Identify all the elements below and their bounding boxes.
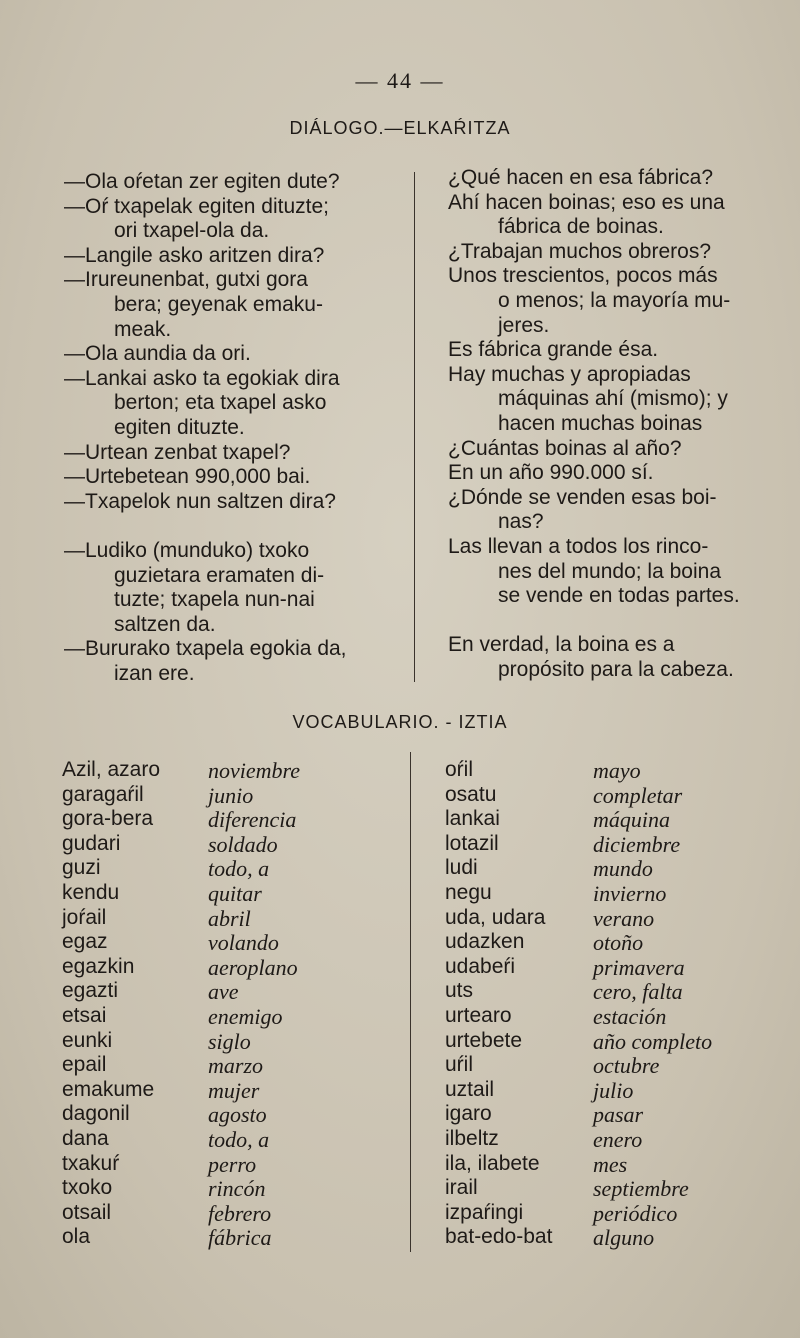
vocab-entry: [62, 1201, 392, 1226]
dialog-line-text: —Lankai asko ta egokiak dira: [64, 366, 340, 390]
vocab-entry: [62, 832, 392, 857]
vocab-basque-word: kendu: [62, 880, 120, 904]
vocab-entry: [62, 807, 392, 832]
vocab-spanish-translation: otoño: [593, 930, 644, 956]
vocab-spanish-translation: junio: [208, 782, 254, 808]
vocab-basque-word: egazkin: [62, 954, 135, 978]
dialog-line: [448, 461, 788, 486]
page-number: — 44 —: [355, 68, 445, 93]
dialog-line-text: ¿Qué hacen en esa fábrica?: [448, 166, 714, 189]
vocab-entry: [62, 979, 392, 1004]
vocab-spanish-translation: abril: [208, 905, 251, 931]
vocab-spanish-translation: máquina: [593, 807, 670, 833]
dialog-line-text: fábrica de boinas.: [498, 215, 664, 239]
dialog-line: [64, 244, 404, 269]
dialog-line-text: nas?: [498, 510, 544, 534]
vocab-entry: [62, 758, 392, 783]
vocab-entry: [62, 1053, 392, 1078]
dialog-line: [448, 240, 788, 265]
vocab-basque-word: etsai: [62, 1003, 107, 1027]
dialog-line-text: Hay muchas y apropiadas: [448, 362, 691, 386]
vocab-spanish-translation: mayo: [593, 758, 641, 783]
dialog-column-divider: [414, 172, 415, 682]
vocab-basque-word: lotazil: [445, 831, 499, 855]
dialog-line: [64, 490, 404, 515]
vocab-spanish-translation: noviembre: [208, 758, 301, 783]
dialog-line: [448, 633, 788, 682]
vocab-basque-word: gudari: [62, 831, 121, 855]
dialog-line: [448, 535, 788, 609]
vocab-entry: [62, 856, 392, 881]
vocab-entry: [62, 1127, 392, 1152]
dialog-line: [64, 195, 404, 244]
dialog-line: [64, 441, 404, 466]
vocab-basque-word: uztail: [445, 1077, 495, 1101]
vocab-basque-word: udabeŕi: [445, 954, 516, 978]
vocab-basque-word: otsail: [62, 1200, 112, 1224]
vocab-entry: [445, 1201, 775, 1226]
vocab-entry: [62, 1225, 392, 1250]
vocab-basque-word: txoko: [62, 1176, 113, 1200]
vocab-basque-word: ola: [62, 1225, 91, 1249]
dialog-line-text: —Oŕ txapelak egiten dituzte;: [64, 194, 329, 218]
dialog-line-text: saltzen da.: [114, 612, 216, 636]
vocab-entry: [62, 1078, 392, 1103]
vocab-basque-word: uda, udara: [445, 905, 546, 929]
vocab-entry: [445, 1004, 775, 1029]
vocab-spanish-translation: primavera: [593, 954, 685, 980]
dialog-line-text: Las llevan a todos los rinco-: [448, 534, 709, 558]
vocab-basque-word: dana: [62, 1126, 109, 1150]
vocab-entry: [62, 906, 392, 931]
vocab-entry: [445, 1102, 775, 1127]
vocab-entry: [62, 1102, 392, 1127]
vocab-spanish-translation: perro: [208, 1151, 257, 1177]
vocab-entry: [445, 930, 775, 955]
dialog-line-text: máquinas ahí (mismo); y: [498, 387, 728, 411]
vocab-entry: [445, 881, 775, 906]
vocab-entry: [62, 930, 392, 955]
vocab-spanish-translation: enemigo: [208, 1003, 283, 1029]
vocab-entry: [445, 906, 775, 931]
dialog-line: [64, 170, 404, 195]
vocab-basque-word: ludi: [445, 856, 478, 880]
dialog-line-text: ¿Cuántas boinas al año?: [448, 436, 682, 460]
vocab-basque-word: dagonil: [62, 1102, 130, 1126]
dialog-spacer: [448, 609, 788, 634]
vocab-entry: [445, 783, 775, 808]
dialog-line-text: tuzte; txapela nun-nai: [114, 588, 315, 612]
vocab-spanish-translation: soldado: [208, 831, 278, 857]
vocab-entry: [62, 1004, 392, 1029]
vocab-spanish-translation: mujer: [208, 1077, 260, 1103]
dialog-line-text: o menos; la mayoría mu-: [498, 288, 731, 312]
vocab-spanish-translation: invierno: [593, 880, 667, 906]
dialog-line: [64, 268, 404, 342]
vocab-basque-word: ila, ilabete: [445, 1151, 540, 1175]
dialog-line-text: meak.: [114, 317, 172, 341]
vocab-entry: [445, 807, 775, 832]
vocab-spanish-translation: septiembre: [593, 1176, 689, 1202]
dialog-line-text: ¿Dónde se venden esas boi-: [448, 485, 717, 509]
vocab-entry: [445, 955, 775, 980]
vocab-entry: [445, 979, 775, 1004]
dialog-line-text: —Urtean zenbat txapel?: [64, 440, 291, 464]
vocab-basque-word: Azil, azaro: [62, 758, 161, 781]
vocab-spanish-translation: aeroplano: [208, 954, 298, 980]
vocab-spanish-translation: mundo: [593, 856, 653, 882]
vocab-spanish-translation: todo, a: [208, 856, 270, 882]
dialog-line-text: guzietara eramaten di-: [114, 563, 325, 587]
vocab-basque-word: izpaŕingi: [445, 1200, 524, 1224]
dialog-line-text: En verdad, la boina es a: [448, 633, 675, 657]
vocab-entry: [62, 1176, 392, 1201]
dialog-line-text: bera; geyenak emaku-: [114, 292, 323, 316]
vocab-basque-word: osatu: [445, 782, 497, 806]
vocab-basque-word: egaz: [62, 930, 108, 954]
vocab-basque-word: emakume: [62, 1077, 155, 1101]
dialog-line-text: ori txapel-ola da.: [114, 219, 270, 243]
dialog-line-text: Ahí hacen boinas; eso es una: [448, 190, 725, 214]
vocab-basque-word: guzi: [62, 856, 101, 880]
vocab-entry: [445, 1127, 775, 1152]
vocab-entry: [445, 1029, 775, 1054]
vocab-basque-word: txakuŕ: [62, 1151, 120, 1175]
vocab-spanish-translation: quitar: [208, 880, 262, 906]
vocab-spanish-translation: periódico: [593, 1200, 678, 1226]
vocab-spanish-translation: octubre: [593, 1053, 660, 1079]
vocab-basque-word: urtearo: [445, 1003, 512, 1027]
vocab-spanish-translation: diferencia: [208, 807, 297, 833]
vocab-basque-word: bat-edo-bat: [445, 1225, 553, 1249]
dialog-line-text: se vende en todas partes.: [498, 584, 740, 608]
vocab-entry: [62, 1029, 392, 1054]
vocab-basque-word: igaro: [445, 1102, 492, 1126]
vocab-basque-word: uts: [445, 979, 474, 1003]
dialog-line: [448, 191, 788, 240]
dialog-line-text: izan ere.: [114, 661, 195, 685]
vocab-basque-word: oŕil: [445, 758, 474, 781]
vocab-entry: [445, 1152, 775, 1177]
vocab-basque-word: gora-bera: [62, 807, 154, 831]
dialog-line-text: Unos trescientos, pocos más: [448, 264, 718, 288]
vocab-basque-word: udazken: [445, 930, 525, 954]
vocab-basque-word: negu: [445, 880, 492, 904]
vocab-entry: [445, 832, 775, 857]
vocab-basque-word: urtebete: [445, 1028, 523, 1052]
dialog-line: [448, 363, 788, 437]
dialog-line-text: —Ola aundia da ori.: [64, 342, 251, 366]
vocab-entry: [445, 1176, 775, 1201]
vocab-basque-word: irail: [445, 1176, 478, 1200]
dialog-line: [448, 338, 788, 363]
vocab-spanish-translation: estación: [593, 1003, 667, 1029]
dialog-basque-column: [64, 170, 404, 686]
vocab-spanish-translation: año completo: [593, 1028, 713, 1054]
vocab-spanish-translation: marzo: [208, 1053, 264, 1079]
vocab-entry: [445, 856, 775, 881]
vocab-entry: [62, 955, 392, 980]
dialog-line-text: —Txapelok nun saltzen dira?: [64, 489, 336, 513]
vocab-entry: [62, 783, 392, 808]
dialog-line-text: egiten dituzte.: [114, 415, 245, 439]
vocab-entry: [445, 1078, 775, 1103]
vocab-right-column: [445, 758, 775, 1250]
vocab-basque-word: egazti: [62, 979, 119, 1003]
dialog-line-text: ¿Trabajan muchos obreros?: [448, 239, 712, 263]
vocab-spanish-translation: ave: [208, 979, 239, 1005]
vocab-basque-word: joŕail: [62, 905, 107, 929]
dialog-line-text: berton; eta txapel asko: [114, 391, 327, 415]
vocab-entry: [445, 1225, 775, 1250]
vocab-spanish-translation: siglo: [208, 1028, 251, 1054]
dialog-line: [64, 637, 404, 686]
dialog-title: DIÁLOGO.—ELKAŔITZA: [289, 118, 511, 138]
vocab-basque-word: uŕil: [445, 1053, 474, 1077]
vocab-spanish-translation: todo, a: [208, 1126, 270, 1152]
vocab-basque-word: epail: [62, 1053, 107, 1077]
vocab-basque-word: garagaŕil: [62, 782, 144, 806]
vocab-entry: [62, 881, 392, 906]
vocab-spanish-translation: volando: [208, 930, 279, 956]
vocab-basque-word: eunki: [62, 1028, 113, 1052]
dialog-line-text: —Bururako txapela egokia da,: [64, 637, 347, 661]
dialog-line-text: propósito para la cabeza.: [498, 657, 734, 681]
vocab-spanish-translation: agosto: [208, 1102, 267, 1128]
vocab-column-divider: [410, 752, 411, 1252]
vocab-title: VOCABULARIO. - IZTIA: [292, 712, 508, 732]
vocab-left-column: [62, 758, 392, 1250]
dialog-line-text: —Irureunenbat, gutxi gora: [64, 268, 308, 292]
dialog-line: [64, 367, 404, 441]
dialog-line-text: jeres.: [498, 313, 550, 337]
dialog-line: [64, 465, 404, 490]
dialog-line-text: —Urtebetean 990,000 bai.: [64, 465, 311, 489]
dialog-line: [448, 166, 788, 191]
vocab-entry: [62, 1152, 392, 1177]
dialog-line-text: Es fábrica grande ésa.: [448, 338, 659, 362]
dialog-line: [64, 342, 404, 367]
dialog-line-text: nes del mundo; la boina: [498, 559, 721, 583]
vocab-entry: [445, 1053, 775, 1078]
vocab-entry: [445, 758, 775, 783]
dialog-spanish-column: [448, 166, 788, 682]
dialog-line-text: —Ola oŕetan zer egiten dute?: [64, 170, 340, 193]
vocab-spanish-translation: julio: [593, 1077, 634, 1103]
vocab-spanish-translation: diciembre: [593, 831, 681, 857]
dialog-line: [448, 437, 788, 462]
vocab-spanish-translation: completar: [593, 782, 683, 808]
vocab-spanish-translation: pasar: [593, 1102, 644, 1128]
vocab-basque-word: lankai: [445, 807, 500, 831]
dialog-line: [64, 539, 404, 637]
vocab-spanish-translation: fábrica: [208, 1225, 272, 1251]
dialog-line-text: —Ludiko (munduko) txoko: [64, 538, 310, 562]
vocab-spanish-translation: alguno: [593, 1225, 655, 1251]
vocab-spanish-translation: rincón: [208, 1176, 266, 1202]
dialog-line: [448, 264, 788, 338]
vocab-spanish-translation: febrero: [208, 1200, 272, 1226]
vocab-spanish-translation: verano: [593, 905, 655, 931]
vocab-basque-word: ilbeltz: [445, 1126, 499, 1150]
dialog-spacer: [64, 514, 404, 539]
dialog-line-text: —Langile asko aritzen dira?: [64, 243, 325, 267]
dialog-line-text: En un año 990.000 sí.: [448, 461, 654, 485]
vocab-spanish-translation: cero, falta: [593, 979, 683, 1005]
dialog-line: [448, 486, 788, 535]
dialog-line-text: hacen muchas boinas: [498, 411, 703, 435]
vocab-spanish-translation: mes: [593, 1151, 628, 1177]
vocab-spanish-translation: enero: [593, 1126, 643, 1152]
